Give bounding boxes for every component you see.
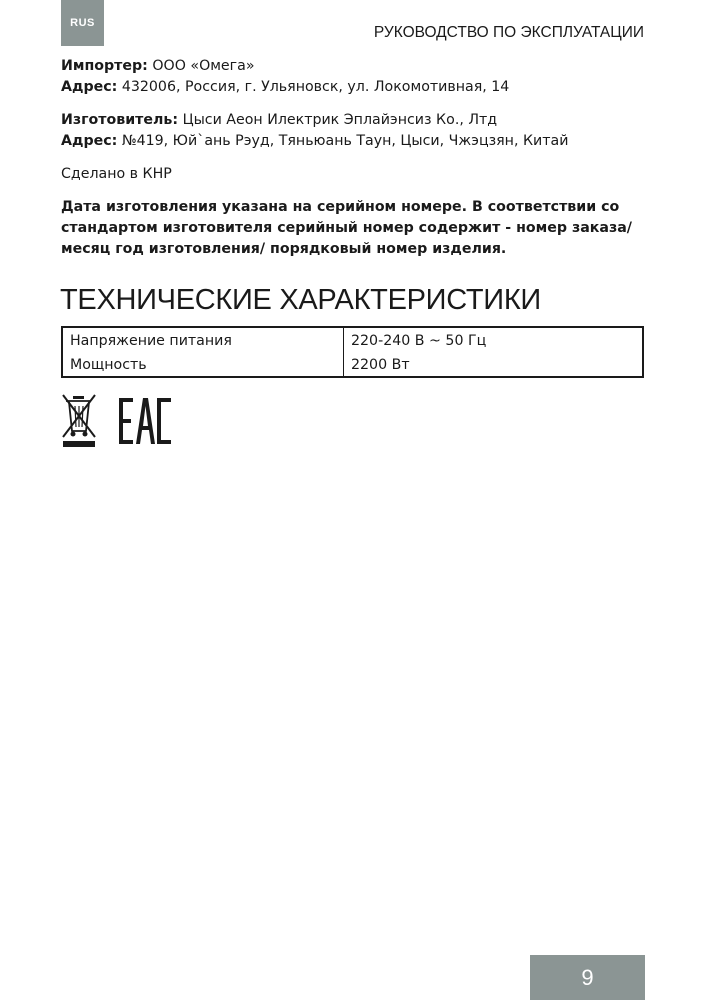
manufacturer-address-line [61, 131, 646, 152]
manufacturer-info [61, 56, 646, 260]
eac-certification-mark-icon [119, 393, 171, 449]
table-row [62, 327, 643, 352]
certification-marks [61, 393, 171, 449]
language-tab [61, 0, 104, 46]
manufacturer-value: Цыси Аеон Илектрик Эплайэнсиз Ко., Лтд [182, 112, 498, 128]
country-of-origin: Сделано в КНР [61, 166, 172, 182]
manufacturer-address-label: Адрес: [61, 133, 118, 149]
manufacture-date-note: Дата изготовления указана на серийном номере. В соответствии со стандартом изготовителя серийный номер содержит - номер заказа/ месяц год изготовления/ порядковый номер изделия. [61, 199, 632, 257]
manufacturer-line [61, 110, 646, 131]
spec-label-voltage: Напряжение питания [62, 327, 344, 352]
manufacturer-address-value: №419, Юй`ань Рэуд, Тяньюань Таун, Цыси, Чжэцзян, Китай [121, 133, 569, 149]
importer-value: ООО «Омега» [152, 58, 255, 74]
specs-title: ТЕХНИЧЕСКИЕ ХАРАКТЕРИСТИКИ [60, 284, 541, 316]
manual-title: РУКОВОДСТВО ПО ЭКСПЛУАТАЦИИ [373, 24, 644, 41]
importer-line [61, 56, 646, 77]
page-number-box [530, 955, 645, 1000]
importer-address-value: 432006, Россия, г. Ульяновск, ул. Локомотивная, 14 [121, 79, 510, 95]
manufacturer-label: Изготовитель: [61, 112, 179, 128]
table-row [62, 352, 643, 377]
spec-value-voltage: 220-240 В ~ 50 Гц [351, 332, 487, 349]
specs-table [61, 326, 644, 378]
language-label: RUS [70, 17, 95, 29]
crossed-out-wheelie-bin-icon [61, 393, 97, 449]
importer-address-line [61, 77, 646, 98]
spec-value-power: 2200 Вт [351, 356, 410, 373]
page-number: 9 [581, 964, 594, 990]
importer-label: Импортер: [61, 58, 148, 74]
importer-address-label: Адрес: [61, 79, 118, 95]
spec-label-power: Мощность [62, 352, 344, 377]
